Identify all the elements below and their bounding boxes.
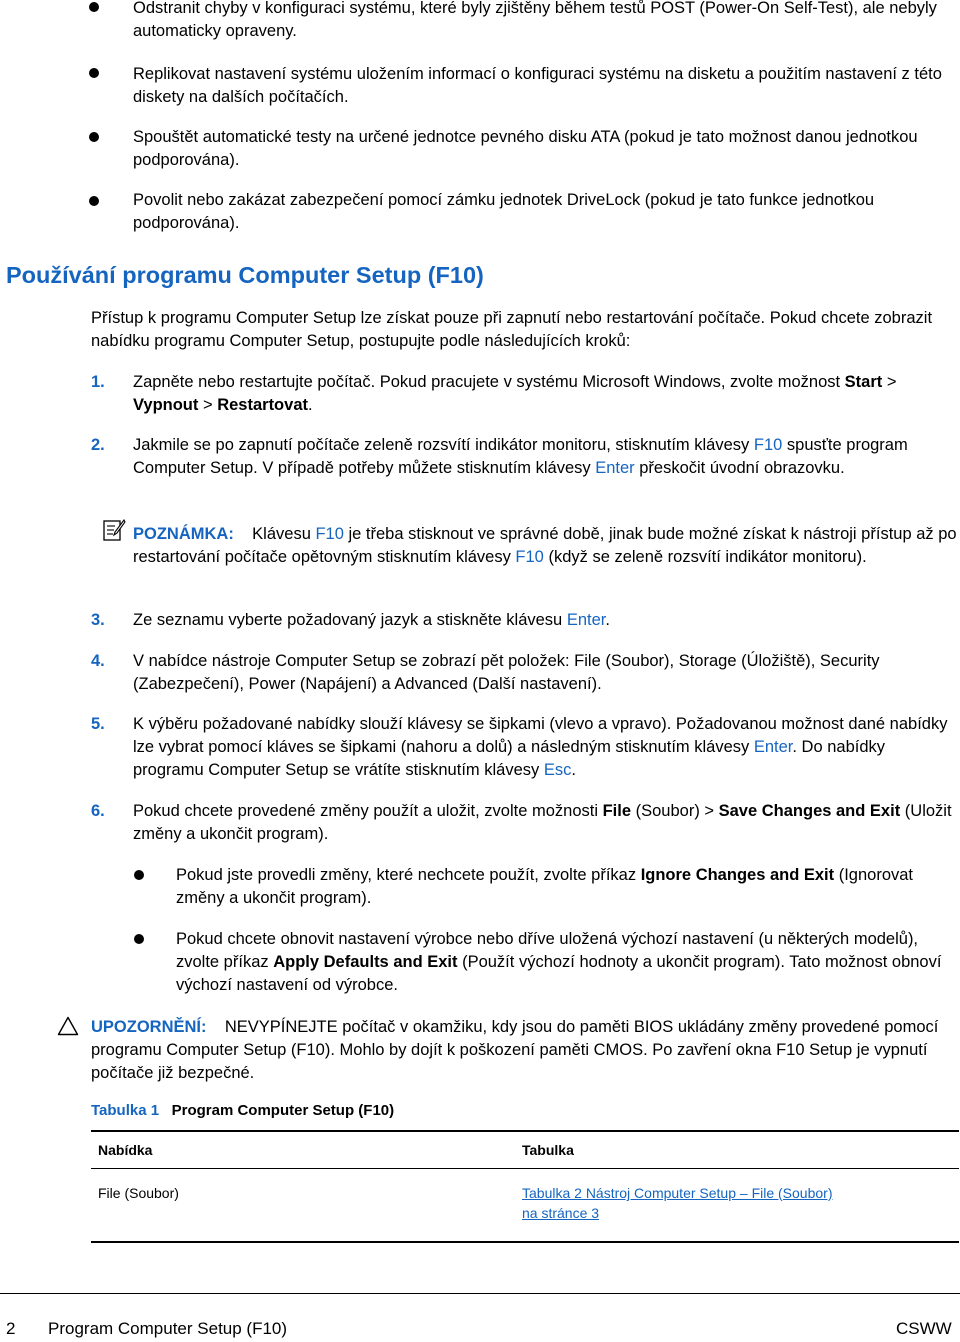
caution-text: UPOZORNĚNÍ: NEVYPÍNEJTE počítač v okamžiku, kdy jsou do paměti BIOS ukládány změny provedené pomocí programu Computer Setup (F10). Mohlo by dojít k poškození paměti CMOS. Po zavření okna F10 Setup je vypnutí počítače již bezpečné. [91,1018,939,1082]
key-name: Enter [753,738,793,756]
step-4-text: V nabídce nástroje Computer Setup se zobrazí pět položek: File (Soubor), Storage (Úložiště), Security (Zabezpečení), Power (Napájení) a Advanced (Další nastavení). [133,652,880,693]
key-name: Enter [566,611,606,629]
step-5-text: K výběru požadované nabídky slouží klávesy se šipkami (vlevo a vpravo). Požadovanou možnost dané nabídky lze vybrat pomocí kláves se šipkami (nahoru a dolů) a následným stisknutím klávesy Enter. Do nabídky programu Computer Setup se vrátíte stisknutím klávesy Esc. [133,715,948,779]
table-cell [515,1169,959,1243]
intro-paragraph: Přístup k programu Computer Setup lze získat pouze při zapnutí nebo restartování počítače. Pokud chcete zobrazit nabídku programu Computer Setup, postupujte podle následujících kroků: [91,309,933,350]
step-6-text: Pokud chcete provedené změny použít a uložit, zvolte možnosti File (Soubor) > Save Changes and Exit (Uložit změny a ukončit program). [133,802,952,843]
table-link[interactable]: Tabulka 2 Nástroj Computer Setup – File (Soubor) [522,1185,833,1201]
bullet-dot [134,870,144,880]
note-text: POZNÁMKA: Klávesu F10 je třeba stisknout ve správné době, jinak bude možné získat k nástroji přístup až po restartování počítače opětovným stisknutím klávesy F10 (když se zeleně rozsvítí indikátor monitoru). [133,525,957,566]
bullet-dot [89,196,99,206]
table-row [91,1169,959,1243]
step-number: 6. [91,802,105,820]
bullet-text: Replikovat nastavení systému uložením informací o konfiguraci systému na disketu a použitím nastavení z této diskety na dalších počítačích. [133,65,942,106]
step-1-text: Zapněte nebo restartujte počítač. Pokud pracujete v systému Microsoft Windows, zvolte možnost Start > Vypnout > Restartovat. [133,373,897,414]
warning-triangle-icon [57,1016,79,1036]
subbullet-ignore: Pokud jste provedli změny, které nechcete použít, zvolte příkaz Ignore Changes and Exit (Ignorovat změny a ukončit program). [176,866,914,907]
subbullet-defaults: Pokud chcete obnovit nastavení výrobce nebo dříve uložená výchozí nastavení (u některých modelů), zvolte příkaz Apply Defaults and Exit (Použít výchozí hodnoty a ukončit program). Tato možnost obnoví výchozí nastavení od výrobce. [176,930,942,994]
key-name: F10 [753,436,783,454]
note-label: POZNÁMKA: [133,525,234,543]
note-icon [102,518,126,542]
table-header-row [91,1131,959,1169]
bullet-dot [89,68,99,78]
bullet-dot [134,934,144,944]
section-heading: Používání programu Computer Setup (F10) [6,262,484,288]
table-header-cell: Tabulka [522,1142,574,1158]
table-caption-title: Program Computer Setup (F10) [171,1102,395,1119]
bullet-text: Spouštět automatické testy na určené jednotce pevného disku ATA (pokud je tato možnost danou jednotkou podporována). [133,128,918,169]
caution-label: UPOZORNĚNÍ: [91,1018,207,1036]
bullet-dot [89,132,99,142]
footer-rule [0,1293,960,1294]
key-name: F10 [315,525,344,543]
bullet-dot [89,2,99,12]
step-number: 5. [91,715,105,733]
setup-table [91,1130,959,1243]
table-caption [91,1101,394,1121]
footer-title: Program Computer Setup (F10) [48,1319,288,1338]
key-name: Enter [595,459,635,477]
step-2-text: Jakmile se po zapnutí počítače zeleně rozsvítí indikátor monitoru, stisknutím klávesy F10 spusťte program Computer Setup. V případě potřeby můžete stisknutím klávesy Enter přeskočit úvodní obrazovku. [133,436,908,477]
bullet-text: Povolit nebo zakázat zabezpečení pomocí zámku jednotek DriveLock (pokud je tato funkce jednotkou podporována). [133,191,875,232]
footer-code: CSWW [896,1319,952,1338]
step-number: 2. [91,436,105,454]
table-header-cell: Nabídka [98,1142,153,1158]
step-3-text: Ze seznamu vyberte požadovaný jazyk a stiskněte klávesu Enter. [133,611,610,629]
table-cell: File (Soubor) [98,1185,179,1201]
bullet-text: Odstranit chyby v konfiguraci systému, které byly zjištěny během testů POST (Power-On Self-Test), ale nebyly automaticky opraveny. [133,0,937,40]
key-name: Esc [543,761,572,779]
step-number: 3. [91,611,105,629]
footer-page-number: 2 [6,1319,16,1338]
key-name: F10 [515,548,544,566]
table-link[interactable]: na stránce 3 [522,1205,600,1221]
step-number: 4. [91,652,105,670]
step-number: 1. [91,373,105,391]
table-caption-label: Tabulka 1 [91,1102,160,1119]
